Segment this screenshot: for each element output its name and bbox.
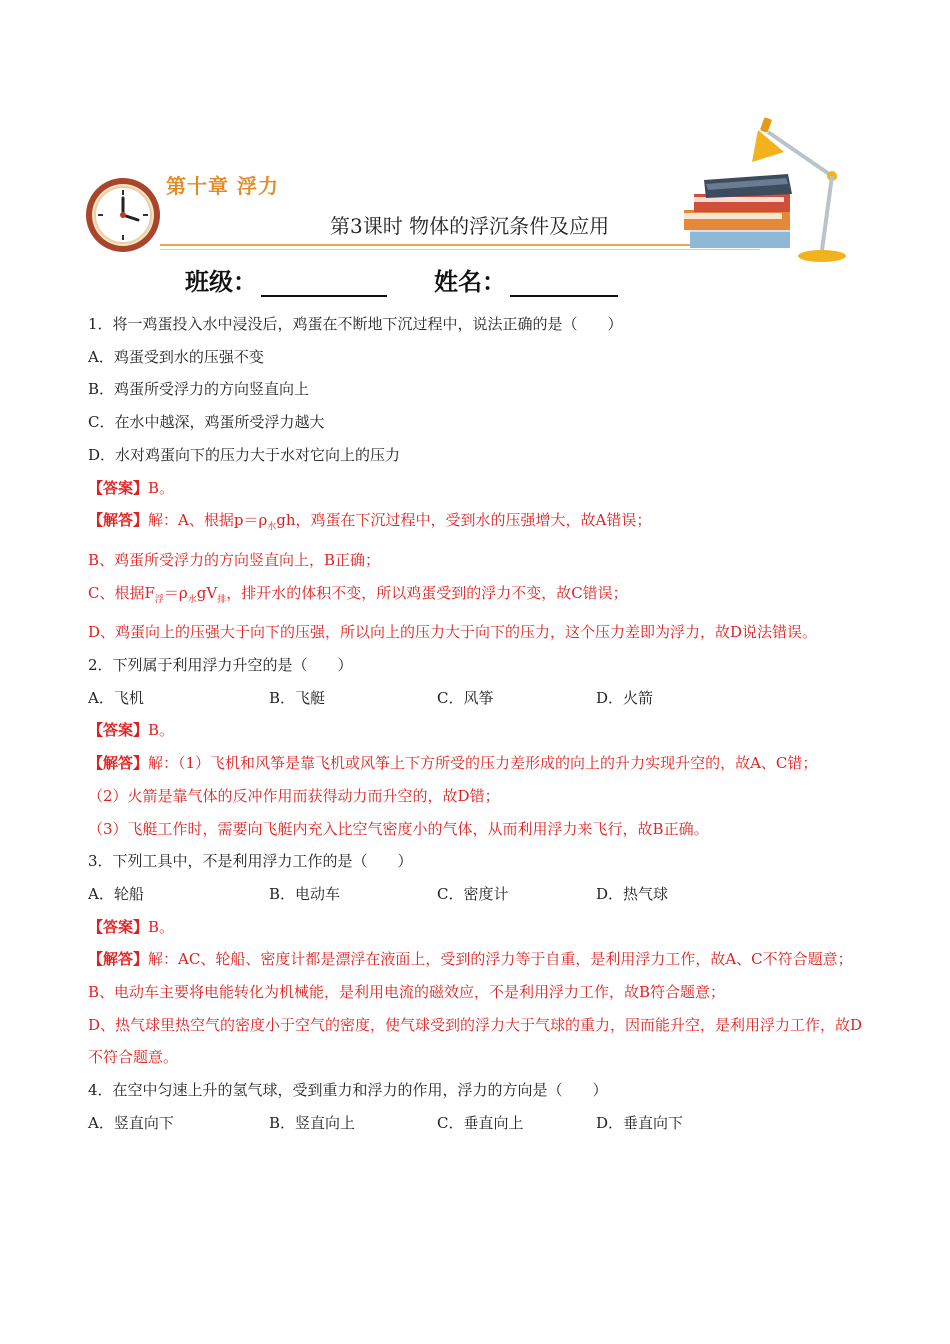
option: C．风筝	[437, 688, 494, 707]
clock-icon	[84, 176, 162, 254]
options-row	[88, 1107, 863, 1140]
subscript: 水	[267, 522, 277, 533]
analysis-text: 解：AC、轮船、密度计都是漂浮在液面上，受到的浮力等于自重，是利用浮力工作，故A、C不符合题意；	[148, 950, 853, 969]
answer-tag: 【答案】	[88, 478, 149, 497]
answer-value: B。	[148, 917, 175, 936]
answer-value: B。	[148, 721, 175, 740]
option: B．鸡蛋所受浮力的方向竖直向上	[88, 380, 310, 399]
lesson-title: 第3课时 物体的浮沉条件及应用	[330, 214, 610, 238]
analysis-tag: 【解答】	[88, 511, 149, 530]
analysis-text: C、根据F	[88, 583, 155, 602]
analysis-line	[88, 504, 863, 544]
option: D．热气球	[596, 884, 669, 903]
class-blank[interactable]	[261, 271, 387, 297]
subscript: 浮	[154, 594, 164, 605]
header-divider-thin	[160, 249, 760, 250]
answer-tag: 【答案】	[88, 917, 149, 936]
analysis-line: B、鸡蛋所受浮力的方向竖直向上，B正确；	[88, 550, 381, 569]
analysis-text: ＝ρ	[163, 583, 188, 602]
subscript: 水	[187, 594, 197, 605]
answer-line	[88, 911, 863, 944]
name-field	[434, 262, 618, 297]
analysis-line: D、鸡蛋向上的压强大于向下的压强，所以向上的压力大于向下的压力，这个压力差即为浮力，故D说法错误。	[88, 623, 818, 642]
analysis-text: 解：A、根据p＝ρ	[148, 511, 268, 530]
class-label: 班级：	[185, 268, 257, 296]
answer-line	[88, 714, 863, 747]
analysis-tag: 【解答】	[88, 950, 149, 969]
question-list	[88, 308, 863, 1140]
analysis-text: 解：（1）飞机和风筝是靠飞机或风筝上下方所受的压力差形成的向上的升力实现升空的，故A、C错；	[148, 754, 818, 773]
analysis-text: gV	[196, 583, 218, 602]
analysis-line: （3）飞艇工作时，需要向飞艇内充入比空气密度小的气体，从而利用浮力来飞行，故B正确。	[88, 819, 709, 838]
option: D．水对鸡蛋向下的压力大于水对它向上的压力	[88, 445, 401, 464]
question-stem: 4．在空中匀速上升的氢气球，受到重力和浮力的作用，浮力的方向是（ ）	[88, 1081, 608, 1100]
option: C．密度计	[437, 884, 509, 903]
option: C．在水中越深，鸡蛋所受浮力越大	[88, 413, 325, 432]
option: A．飞机	[88, 688, 144, 707]
analysis-line: （2）火箭是靠气体的反冲作用而获得动力而升空的，故D错；	[88, 786, 500, 805]
option: B．电动车	[269, 884, 341, 903]
option: A．鸡蛋受到水的压强不变	[88, 347, 264, 366]
question-stem: 1．将一鸡蛋投入水中浸没后，鸡蛋在不断地下沉过程中，说法正确的是（ ）	[88, 315, 623, 333]
question-stem: 2．下列属于利用浮力升空的是（ ）	[88, 656, 353, 675]
page-header	[80, 110, 880, 270]
option: C．垂直向上	[437, 1113, 524, 1132]
class-field	[185, 262, 387, 297]
analysis-text: ，排开水的体积不变，所以鸡蛋受到的浮力不变，故C错误；	[226, 583, 628, 602]
analysis-line: D、热气球里热空气的密度小于空气的密度，使气球受到的浮力大于气球的重力，因而能升空，是利用浮力工作，故D不符合题意。	[88, 1015, 863, 1067]
header-divider	[160, 244, 760, 246]
option: A．竖直向下	[88, 1113, 174, 1132]
options-row	[88, 878, 863, 911]
answer-tag: 【答案】	[88, 721, 149, 740]
name-label: 姓名：	[434, 268, 506, 296]
analysis-line	[88, 747, 863, 780]
analysis-line	[88, 577, 863, 617]
options-row	[88, 682, 863, 715]
chapter-title: 第十章 浮力	[166, 174, 279, 198]
analysis-line: B、电动车主要将电能转化为机械能，是利用电流的磁效应，不是利用浮力工作，故B符合题意；	[88, 983, 726, 1002]
option: B．飞艇	[269, 688, 326, 707]
name-blank[interactable]	[510, 271, 618, 297]
subscript: 排	[217, 594, 227, 605]
analysis-text: gh，鸡蛋在下沉过程中，受到水的压强增大，故A错误；	[276, 511, 652, 530]
answer-value: B。	[148, 478, 175, 497]
analysis-tag: 【解答】	[88, 754, 149, 773]
option: B．竖直向上	[269, 1113, 356, 1132]
books-lamp-illustration	[676, 110, 856, 265]
question-stem: 3．下列工具中，不是利用浮力工作的是（ ）	[88, 852, 413, 871]
option: A．轮船	[88, 884, 144, 903]
answer-line	[88, 472, 863, 505]
analysis-line	[88, 943, 863, 976]
option: D．火箭	[596, 688, 654, 707]
option: D．垂直向下	[596, 1113, 684, 1132]
